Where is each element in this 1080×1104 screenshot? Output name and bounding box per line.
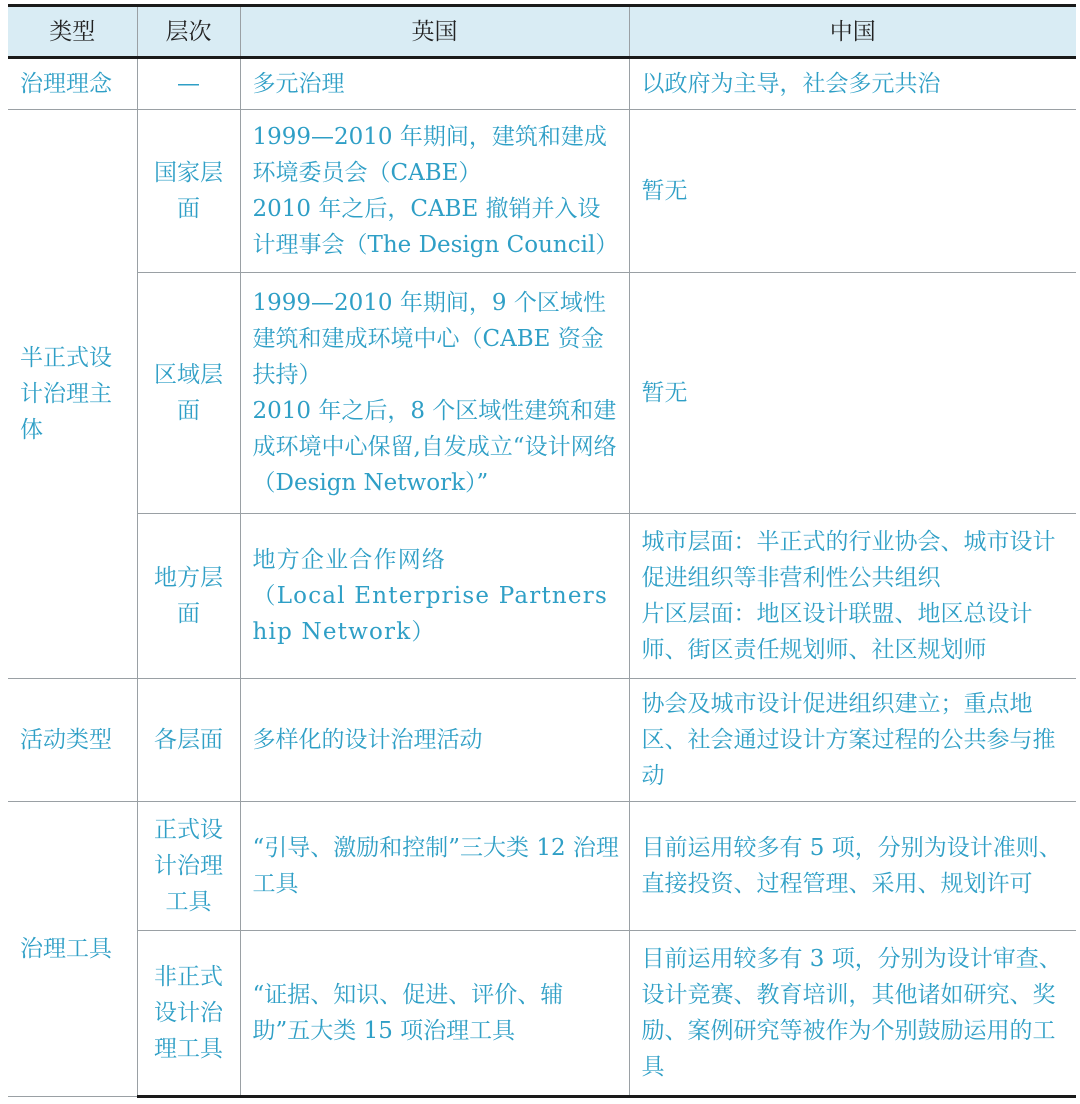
table-row — [8, 931, 1076, 1097]
cell-china: 城市层面：半正式的行业协会、城市设计促进组织等非营利性公共组织 片区层面：地区设计联盟、地区总设计师、街区责任规划师、社区规划师 — [629, 514, 1076, 679]
table-row — [8, 514, 1076, 679]
cell-type: 治理理念 — [8, 58, 137, 110]
cell-level: 地方层面 — [137, 514, 240, 679]
table-row — [8, 679, 1076, 802]
header-type: 类型 — [8, 6, 137, 58]
cell-china: 暂无 — [629, 273, 1076, 514]
header-level: 层次 — [137, 6, 240, 58]
table-row — [8, 110, 1076, 273]
cell-uk: 地方企业合作网络 （Local Enterprise Partnership Network） — [240, 514, 629, 679]
cell-level: 非正式设计治理工具 — [137, 931, 240, 1097]
cell-china: 目前运用较多有 5 项，分别为设计准则、直接投资、过程管理、采用、规划许可 — [629, 802, 1076, 931]
cell-level: 正式设计治理工具 — [137, 802, 240, 931]
header-china: 中国 — [629, 6, 1076, 58]
cell-uk: 多样化的设计治理活动 — [240, 679, 629, 802]
cell-uk: “引导、激励和控制”三大类 12 治理工具 — [240, 802, 629, 931]
cell-uk: 多元治理 — [240, 58, 629, 110]
comparison-table-wrapper — [8, 4, 1076, 1098]
cell-level: 各层面 — [137, 679, 240, 802]
cell-uk: 1999—2010 年期间，建筑和建成环境委员会（CABE） 2010 年之后，CABE 撤销并入设计理事会（The Design Council） — [240, 110, 629, 273]
table-row — [8, 273, 1076, 514]
table-row — [8, 802, 1076, 931]
cell-china: 目前运用较多有 3 项，分别为设计审查、设计竞赛、教育培训，其他诸如研究、奖励、案例研究等被作为个别鼓励运用的工具 — [629, 931, 1076, 1097]
cell-china: 暂无 — [629, 110, 1076, 273]
table-row — [8, 58, 1076, 110]
header-row — [8, 6, 1076, 58]
cell-china: 协会及城市设计促进组织建立；重点地区、社会通过设计方案过程的公共参与推动 — [629, 679, 1076, 802]
comparison-table — [8, 4, 1076, 1098]
cell-type: 活动类型 — [8, 679, 137, 802]
cell-china: 以政府为主导，社会多元共治 — [629, 58, 1076, 110]
cell-level: 区域层面 — [137, 273, 240, 514]
cell-level: — — [137, 58, 240, 110]
cell-uk: “证据、知识、促进、评价、辅助”五大类 15 项治理工具 — [240, 931, 629, 1097]
cell-type: 治理工具 — [8, 802, 137, 1097]
cell-uk: 1999—2010 年期间，9 个区域性建筑和建成环境中心（CABE 资金扶持） 2010 年之后，8 个区域性建筑和建成环境中心保留,自发成立“设计网络（Design Network）” — [240, 273, 629, 514]
cell-level: 国家层面 — [137, 110, 240, 273]
cell-type: 半正式设计治理主体 — [8, 110, 137, 679]
header-uk: 英国 — [240, 6, 629, 58]
